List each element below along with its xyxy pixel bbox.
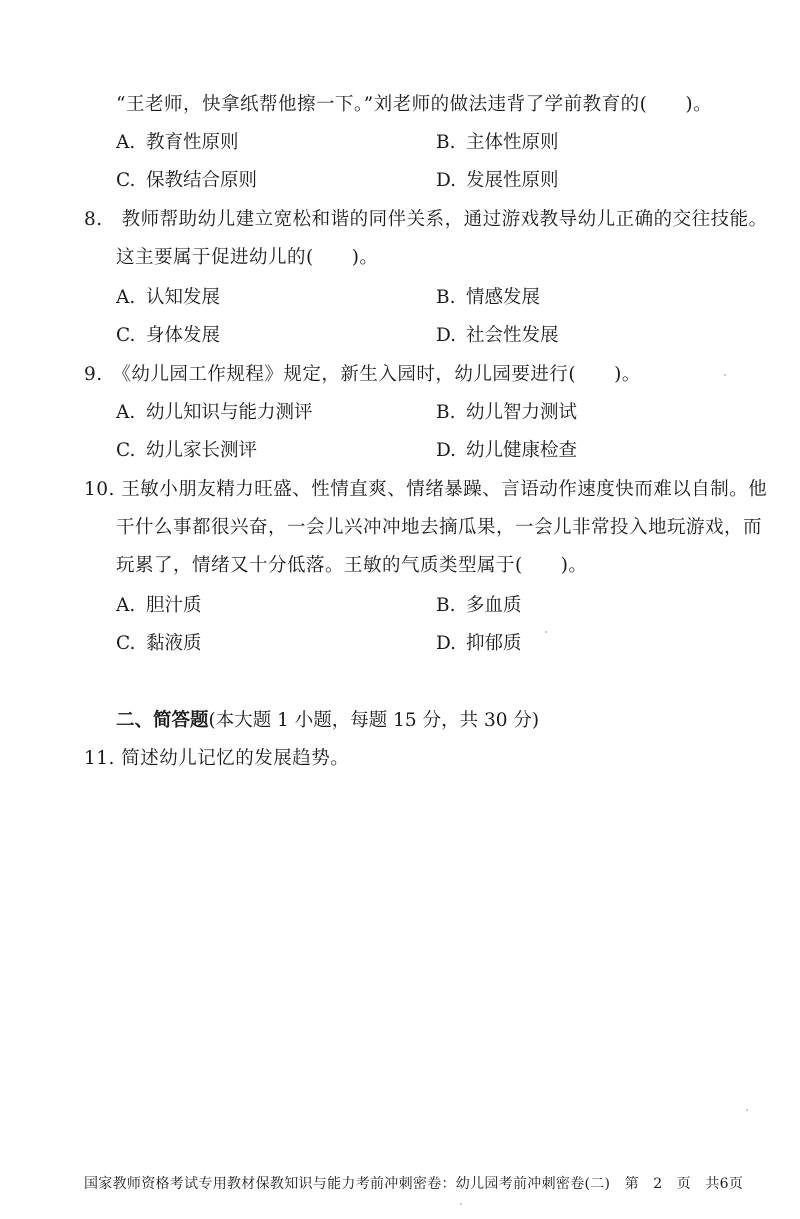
option-text: 认知发展 — [146, 287, 221, 308]
scan-speck — [746, 1109, 748, 1111]
q7-option-d — [436, 166, 559, 192]
section-note: (本大题 1 小题，每题 15 分，共 30 分) — [208, 710, 540, 731]
option-text: 幼儿家长测评 — [146, 440, 258, 461]
option-text: 社会性发展 — [466, 325, 559, 346]
option-letter: B. — [436, 595, 456, 616]
q8-option-b — [436, 283, 540, 309]
option-text: 幼儿智力测试 — [466, 402, 578, 423]
scan-speck — [724, 374, 726, 376]
q8-option-c — [116, 321, 220, 347]
option-text: 胆汁质 — [146, 595, 202, 616]
option-text: 主体性原则 — [466, 132, 559, 153]
option-text: 保教结合原则 — [146, 170, 258, 191]
option-text: 发展性原则 — [466, 170, 559, 191]
q11-stem: 11. 简述幼儿记忆的发展趋势。 — [84, 748, 350, 769]
q10-option-b — [436, 591, 522, 617]
option-text: 多血质 — [466, 595, 522, 616]
q10-option-a — [116, 591, 202, 617]
q9-option-a — [116, 398, 313, 424]
option-text: 身体发展 — [146, 325, 221, 346]
option-letter: B. — [436, 287, 456, 308]
option-letter: C. — [116, 440, 136, 461]
page-footer: 国家教师资格考试专用教材保教知识与能力考前冲刺密卷：幼儿园考前冲刺密卷(二) 第 2 页 共6页 — [84, 1176, 744, 1192]
option-letter: A. — [116, 595, 136, 616]
option-letter: C. — [116, 633, 136, 654]
q9-option-b — [436, 398, 577, 424]
option-letter: D. — [436, 633, 457, 654]
q9-option-c — [116, 436, 257, 462]
scan-speck — [545, 631, 547, 633]
option-text: 抑郁质 — [466, 633, 522, 654]
q10-option-c — [116, 629, 202, 655]
q7-option-a — [116, 128, 239, 154]
section-title: 二、简答题 — [116, 710, 209, 731]
option-letter: C. — [116, 325, 136, 346]
q10-stem-line1: 10. 王敏小朋友精力旺盛、性情直爽、情绪暴躁、言语动作速度快而难以自制。他 — [84, 479, 768, 500]
scan-speck — [460, 1203, 462, 1205]
q9-stem: 9. 《幼儿园工作规程》规定，新生入园时，幼儿园要进行( )。 — [84, 364, 641, 385]
q10-option-d — [436, 629, 522, 655]
option-text: 情感发展 — [466, 287, 541, 308]
q8-stem-line1: 8. 教师帮助幼儿建立宽松和谐的同伴关系，通过游戏教导幼儿正确的交往技能。 — [84, 209, 768, 230]
option-letter: D. — [436, 440, 457, 461]
option-letter: B. — [436, 132, 456, 153]
q7-option-b — [436, 128, 559, 154]
q7-option-c — [116, 166, 257, 192]
option-letter: A. — [116, 287, 136, 308]
q7-stem-tail: “王老师，快拿纸帮他擦一下。”刘老师的做法违背了学前教育的( )。 — [116, 94, 713, 115]
section-heading — [116, 706, 539, 732]
q9-option-d — [436, 436, 577, 462]
option-text: 幼儿知识与能力测评 — [146, 402, 313, 423]
q10-stem-line2: 干什么事都很兴奋，一会儿兴冲冲地去摘瓜果，一会儿非常投入地玩游戏，而 — [116, 517, 763, 538]
q10-stem-line3: 玩累了，情绪又十分低落。王敏的气质类型属于( )。 — [116, 555, 588, 576]
option-text: 黏液质 — [146, 633, 202, 654]
option-letter: A. — [116, 132, 136, 153]
q8-stem-line2: 这主要属于促进幼儿的( )。 — [116, 247, 379, 268]
option-letter: D. — [436, 325, 457, 346]
option-letter: A. — [116, 402, 136, 423]
option-letter: C. — [116, 170, 136, 191]
option-text: 教育性原则 — [146, 132, 239, 153]
option-text: 幼儿健康检查 — [466, 440, 578, 461]
option-letter: D. — [436, 170, 457, 191]
q8-option-d — [436, 321, 559, 347]
option-letter: B. — [436, 402, 456, 423]
q8-option-a — [116, 283, 220, 309]
